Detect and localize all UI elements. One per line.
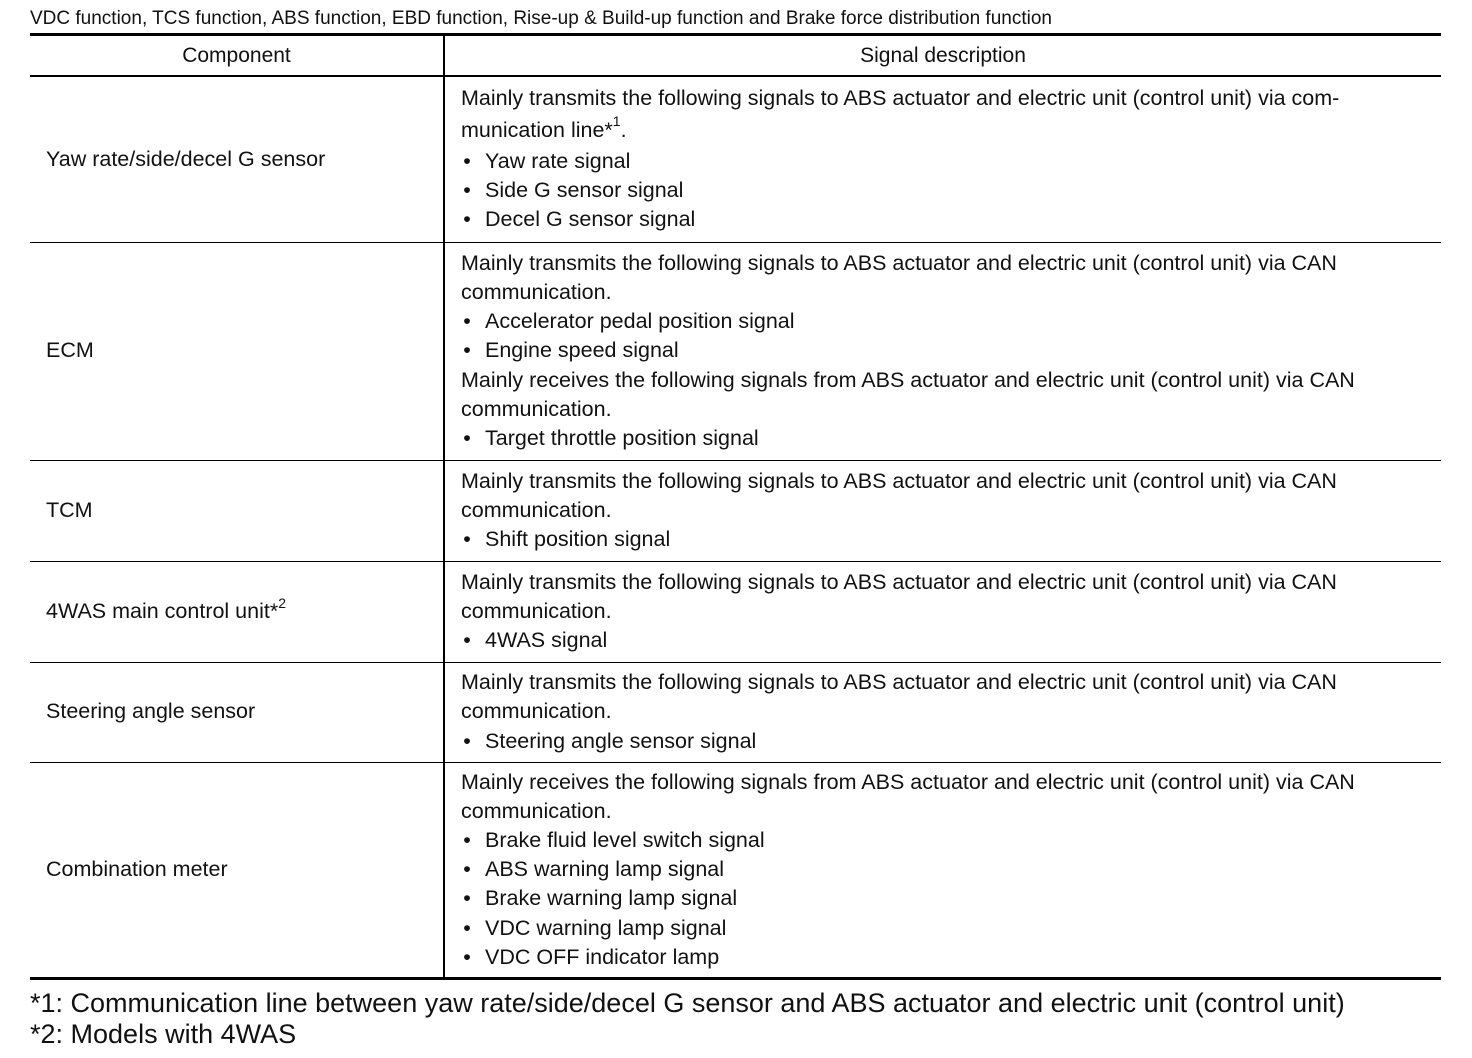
bullet-icon: • xyxy=(463,206,471,231)
list-item: • Brake fluid level switch signal xyxy=(461,826,1431,855)
list-item: • Yaw rate signal xyxy=(461,147,1431,176)
description-cell xyxy=(444,76,1441,242)
bullet-icon: • xyxy=(463,527,471,552)
bullet-icon: • xyxy=(463,944,471,969)
bullet-icon: • xyxy=(463,827,471,852)
component-cell: Steering angle sensor xyxy=(30,662,444,762)
table-row xyxy=(30,662,1441,762)
list-item: • Shift position signal xyxy=(461,525,1431,554)
table-row xyxy=(30,242,1441,460)
footnotes xyxy=(30,988,1345,1050)
description-line: communication. xyxy=(461,497,612,522)
table-header-row xyxy=(30,35,1441,77)
list-item: • Steering angle sensor signal xyxy=(461,727,1431,756)
component-cell: Yaw rate/side/decel G sensor xyxy=(46,146,326,171)
description-line: communication. xyxy=(461,598,612,623)
description-line: Mainly transmits the following signals to ABS actuator and electric unit (control unit) via CAN xyxy=(461,468,1337,493)
bullet-icon: • xyxy=(463,338,471,363)
list-item: • 4WAS signal xyxy=(461,626,1431,655)
description-line: Mainly transmits the following signals to ABS actuator and electric unit (control unit) via CAN xyxy=(461,670,1337,695)
description-line: communication. xyxy=(461,396,612,421)
list-item: • Side G sensor signal xyxy=(461,176,1431,205)
bullet-icon: • xyxy=(463,857,471,882)
description-line: communication. xyxy=(461,699,612,724)
list-item: • Brake warning lamp signal xyxy=(461,884,1431,913)
table-caption: VDC function, TCS function, ABS function, EBD function, Rise-up & Build-up function and Brake force distribution function xyxy=(30,8,1052,29)
description-line: Mainly transmits the following signals to ABS actuator and electric unit (control unit) via CAN xyxy=(461,250,1337,275)
table-row xyxy=(30,561,1441,662)
description-cell xyxy=(444,460,1441,561)
bullet-icon: • xyxy=(463,309,471,334)
list-item: • Accelerator pedal position signal xyxy=(461,307,1431,336)
list-item: • Target throttle position signal xyxy=(461,424,1431,453)
list-item: • Decel G sensor signal xyxy=(461,205,1431,234)
description-line: munication line*$^1$. xyxy=(461,113,627,142)
component-cell: TCM xyxy=(30,460,444,561)
list-item: • VDC warning lamp signal xyxy=(461,914,1431,943)
footnote-2: *2: Models with 4WAS xyxy=(30,1019,297,1049)
description-line: Mainly receives the following signals from ABS actuator and electric unit (control unit) via CAN xyxy=(461,367,1355,392)
description-line: Mainly transmits the following signals to ABS actuator and electric unit (control unit) via CAN xyxy=(461,569,1337,594)
component-cell: Combination meter xyxy=(30,762,444,978)
description-cell xyxy=(444,662,1441,762)
list-item: • Engine speed signal xyxy=(461,336,1431,365)
bullet-icon: • xyxy=(463,177,471,202)
header-component: Component xyxy=(30,35,444,77)
description-line: communication. xyxy=(461,279,612,304)
signal-table xyxy=(30,33,1441,980)
bullet-icon: • xyxy=(463,628,471,653)
description-line: Mainly receives the following signals from ABS actuator and electric unit (control unit) via CAN xyxy=(461,769,1355,794)
component-cell: ECM xyxy=(30,242,444,460)
footnote-ref: 2 xyxy=(278,594,287,611)
header-signal-description: Signal description xyxy=(444,35,1441,77)
bullet-icon: • xyxy=(463,915,471,940)
footnote-ref: 1 xyxy=(612,113,621,130)
description-line: communication. xyxy=(461,798,612,823)
bullet-icon: • xyxy=(463,426,471,450)
table-row xyxy=(30,762,1441,978)
bullet-icon: • xyxy=(463,886,471,911)
bullet-icon: • xyxy=(463,148,471,173)
footnote-1: *1: Communication line between yaw rate/side/decel G sensor and ABS actuator and electric unit (control unit) xyxy=(30,988,1345,1018)
table-row xyxy=(30,460,1441,561)
description-cell xyxy=(444,561,1441,662)
list-item: • VDC OFF indicator lamp xyxy=(461,943,1431,972)
list-item: • ABS warning lamp signal xyxy=(461,855,1431,884)
description-cell xyxy=(444,242,1441,460)
description-line: Mainly transmits the following signals to ABS actuator and electric unit (control unit) via com- xyxy=(461,86,1340,111)
description-cell xyxy=(444,762,1441,978)
bullet-icon: • xyxy=(463,728,471,753)
component-cell: 4WAS main control unit*$^2$ xyxy=(30,561,444,662)
table-row xyxy=(30,76,1441,242)
